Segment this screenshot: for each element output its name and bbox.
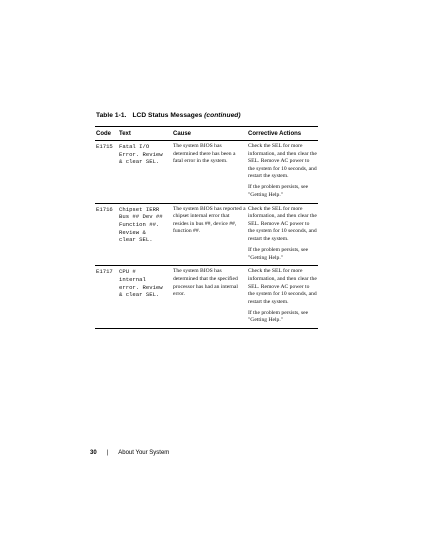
text-cell: CPU # internal error. Review & clear SEL.: [118, 266, 172, 329]
footer-separator: |: [106, 450, 109, 456]
column-header-cause: Cause: [172, 127, 247, 141]
table-row: [95, 141, 318, 204]
table-header-row: [95, 127, 318, 141]
column-header-code: Code: [95, 127, 118, 141]
corrective-action-primary: Check the SEL for more information, and then clear the SEL. Remove AC power to the system for 10 seconds, and restart the system.: [248, 143, 317, 180]
code-cell: E1716: [95, 203, 118, 266]
text-cell: Chipset IERR Bus ## Dev ## Function ##. Review & clear SEL.: [118, 203, 172, 266]
cause-cell: The system BIOS has determined there has been a fatal error in the system.: [172, 141, 247, 204]
corrective-action-help: If the problem persists, see "Getting Help.": [248, 247, 309, 261]
cause-cell: The system BIOS has determined that the specified processor has had an internal error.: [172, 266, 247, 329]
corrective-actions-cell: [247, 266, 318, 329]
corrective-action-help: If the problem persists, see "Getting Help.": [248, 184, 309, 199]
table-row: [95, 266, 318, 329]
page-footer: [90, 450, 169, 456]
code-cell: E1717: [95, 266, 118, 329]
table-title: LCD Status Messages: [132, 112, 203, 119]
corrective-action-primary: Check the SEL for more information, and then clear the SEL. Remove AC power to the system for 10 seconds, and restart the system.: [248, 205, 317, 243]
corrective-actions-cell: [247, 141, 318, 204]
corrective-actions-cell: [247, 203, 318, 266]
text-cell: Fatal I/O Error. Review & clear SEL.: [118, 141, 172, 204]
table-number: Table 1-1.: [96, 112, 127, 119]
table-continued-label: (continued): [204, 112, 241, 119]
lcd-status-table: [95, 126, 318, 329]
cause-cell: The system BIOS has reported a chipset internal error that resides in bus ##, device ##, function ##.: [172, 203, 247, 266]
column-header-text: Text: [118, 127, 172, 141]
corrective-action-help: If the problem persists, see "Getting Help.": [248, 309, 309, 324]
corrective-action-primary: Check the SEL for more information, and then clear the SEL. Remove AC power to the system for 10 seconds, and restart the system.: [248, 268, 317, 305]
code-cell: E1715: [95, 141, 118, 204]
page-number: 30: [90, 450, 97, 456]
table-caption: [96, 112, 241, 119]
column-header-corrective-actions: Corrective Actions: [247, 127, 318, 141]
footer-section-title: About Your System: [118, 450, 170, 456]
table-row: [95, 203, 318, 266]
